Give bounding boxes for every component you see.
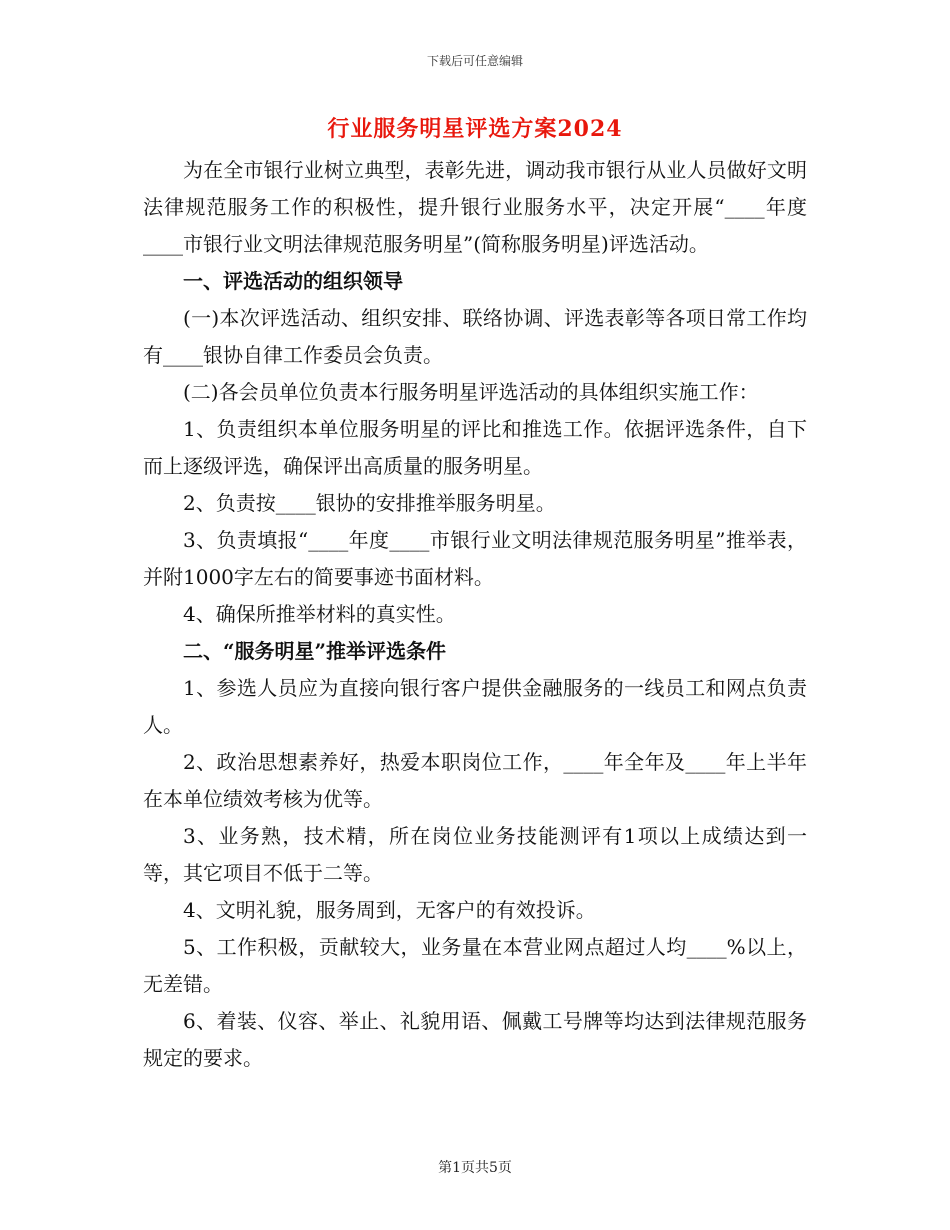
document-body: [143, 152, 807, 1077]
page-number: 第1页共5页: [438, 1160, 512, 1176]
list-item: 4、文明礼貌，服务周到，无客户的有效投诉。: [183, 898, 596, 922]
section-heading-1: 一、评选活动的组织领导: [183, 269, 403, 293]
list-item: 4、确保所推举材料的真实性。: [183, 602, 456, 626]
document-title: 行业服务明星评选方案2024: [327, 116, 623, 142]
paragraph-org-1: (一)本次评选活动、组织安排、联络协调、评选表彰等各项日常工作均有____银协自律工作委员会负责。: [143, 306, 807, 367]
section-heading-2: 二、“服务明星”推举评选条件: [183, 639, 447, 663]
page-header-note: 下载后可任意编辑: [426, 54, 523, 68]
list-item: 5、工作积极，贡献较大，业务量在本营业网点超过人均____%以上，无差错。: [143, 935, 807, 996]
list-item: 1、负责组织本单位服务明星的评比和推选工作。依据评选条件，自下而上逐级评选，确保评出高质量的服务明星。: [143, 417, 807, 478]
list-item: 6、着装、仪容、举止、礼貌用语、佩戴工号牌等均达到法律规范服务规定的要求。: [143, 1009, 807, 1070]
paragraph-org-2: (二)各会员单位负责本行服务明星评选活动的具体组织实施工作：: [183, 380, 759, 404]
list-item: 2、负责按____银协的安排推举服务明星。: [183, 491, 556, 515]
intro-paragraph: 为在全市银行业树立典型，表彰先进，调动我市银行从业人员做好文明法律规范服务工作的积极性，提升银行业服务水平，决定开展“____年度____市银行业文明法律规范服务明星”(简称服务明星)评选活动。: [143, 158, 807, 256]
list-item: 1、参选人员应为直接向银行客户提供金融服务的一线员工和网点负责人。: [143, 676, 807, 737]
list-item: 3、负责填报“____年度____市银行业文明法律规范服务明星”推举表，并附1000字左右的简要事迹书面材料。: [143, 528, 807, 589]
list-item: 2、政治思想素养好，热爱本职岗位工作，____年全年及____年上半年在本单位绩效考核为优等。: [143, 750, 807, 811]
list-item: 3、业务熟，技术精，所在岗位业务技能测评有1项以上成绩达到一等，其它项目不低于二等。: [143, 824, 807, 885]
